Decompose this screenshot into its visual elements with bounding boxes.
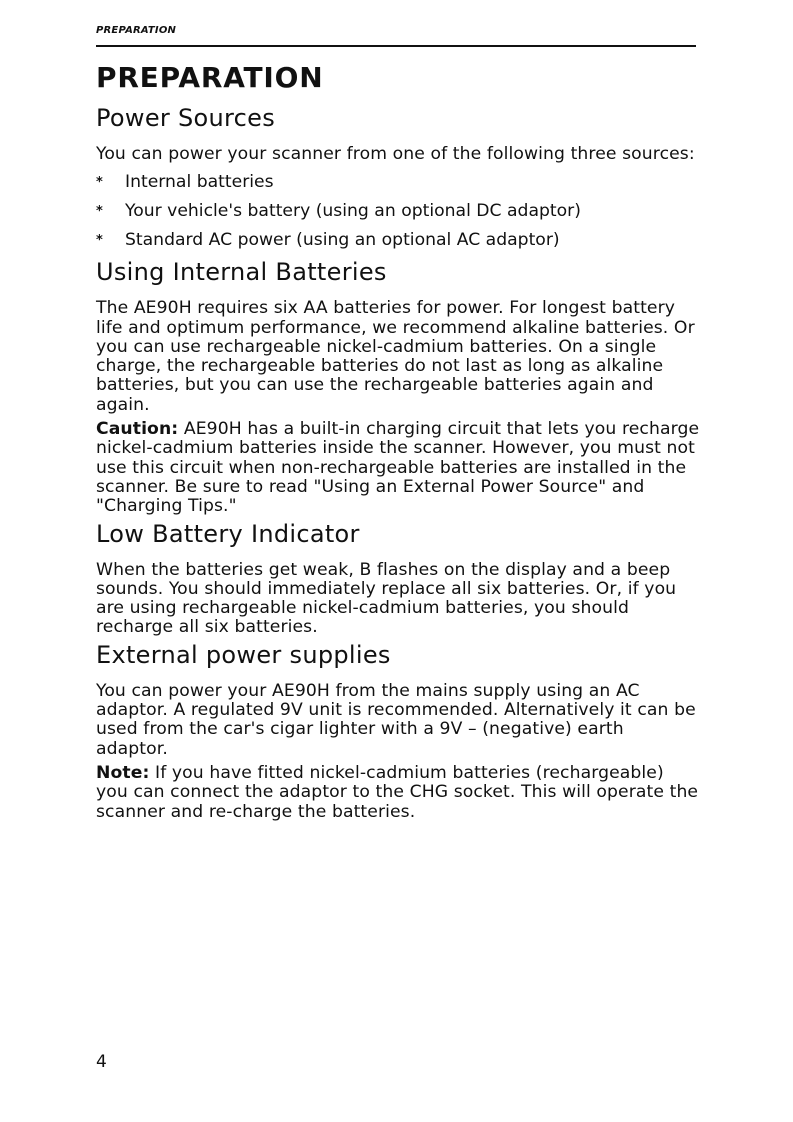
manual-page — [96, 0, 700, 1122]
page-title: PREPARATION — [96, 61, 324, 94]
external-power-body: You can power your AE90H from the mains supply using an AC adaptor. A regulated 9V unit is recommended. Alternatively it can be used from the car's cigar lighter with a 9V – (negative) earth adaptor. — [96, 680, 696, 759]
section-internal-batteries — [96, 255, 700, 516]
list-item — [96, 197, 700, 226]
power-sources-intro: You can power your scanner from one of the following three sources: — [96, 144, 695, 164]
section-low-battery — [96, 517, 700, 638]
list-item-text: Internal batteries — [125, 172, 274, 193]
heading-external-power: External power supplies — [96, 640, 391, 669]
list-item — [96, 226, 700, 255]
section-external-power — [96, 638, 700, 822]
caution-label: Caution: — [96, 419, 179, 440]
note-paragraph — [96, 764, 700, 822]
header-rule — [96, 45, 696, 47]
internal-batteries-body: The AE90H requires six AA batteries for power. For longest battery life and optimum performance, we recommend alkaline batteries. Or you can use rechargeable nickel-cadmium batteries. On a single charge, the rechargeable batteries do not last as long as alkaline batteries, but you can use the rechargeable batteries again and again. — [96, 298, 695, 415]
bullet-mark: * — [96, 233, 103, 249]
note-label: Note: — [96, 762, 150, 783]
bullet-mark: * — [96, 175, 103, 191]
heading-low-battery: Low Battery Indicator — [96, 519, 360, 548]
heading-internal-batteries: Using Internal Batteries — [96, 258, 387, 287]
list-item-text: Standard AC power (using an optional AC adaptor) — [125, 230, 560, 251]
section-power-sources — [96, 101, 700, 255]
page-number: 4 — [96, 1052, 107, 1072]
low-battery-body: When the batteries get weak, B flashes on the display and a beep sounds. You should immediately replace all six batteries. Or, if you are using rechargeable nickel-cadmium batteries, you should recharge all six batteries. — [96, 559, 677, 638]
list-item-text: Your vehicle's battery (using an optional DC adaptor) — [125, 201, 581, 222]
bullet-mark: * — [96, 204, 103, 220]
running-header: PREPARATION — [96, 25, 177, 36]
list-item — [96, 168, 700, 197]
page-content — [96, 55, 700, 822]
heading-power-sources: Power Sources — [96, 104, 276, 132]
note-text: If you have fitted nickel-cadmium batteries (rechargeable) you can connect the adaptor to the CHG socket. This will operate the scanner and re-charge the batteries. — [96, 762, 699, 822]
power-sources-list — [96, 168, 700, 255]
caution-paragraph — [96, 420, 700, 516]
caution-text: AE90H has a built-in charging circuit that lets you recharge nickel-cadmium batteries inside the scanner. However, you must not use this circuit when non-rechargeable batteries are installed in the scanner. Be sure to read "Using an External Power Source" and "Charging Tips." — [96, 419, 700, 517]
